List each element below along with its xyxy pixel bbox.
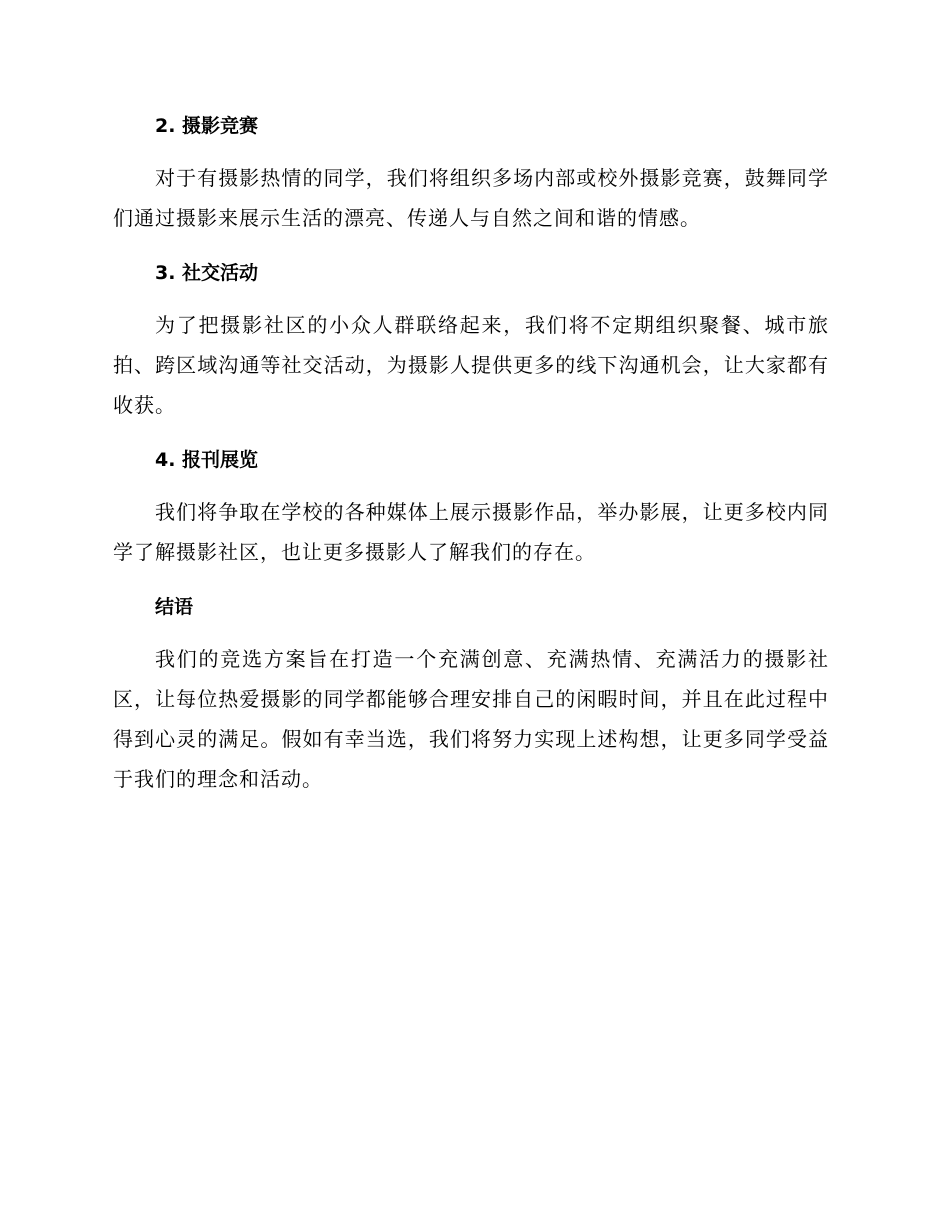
section-heading-publication-exhibition: 4. 报刊展览 — [155, 449, 259, 471]
section-paragraph-photo-contest: 对于有摄影热情的同学，我们将组织多场内部或校外摄影竞赛，鼓舞同学们通过摄影来展示生活的漂亮、传递人与自然之间和谐的情感。 — [113, 166, 829, 230]
section-heading-photo-contest: 2. 摄影竞赛 — [155, 115, 259, 137]
section-paragraph-social-activities: 为了把摄影社区的小众人群联络起来，我们将不定期组织聚餐、城市旅拍、跨区域沟通等社交活动，为摄影人提供更多的线下沟通机会，让大家都有收获。 — [113, 313, 829, 417]
section-paragraph-conclusion: 我们的竞选方案旨在打造一个充满创意、充满热情、充满活力的摄影社区，让每位热爱摄影的同学都能够合理安排自己的闲暇时间，并且在此过程中得到心灵的满足。假如有幸当选，我们将努力实现上述构想，让更多同学受益于我们的理念和活动。 — [113, 647, 829, 791]
section-paragraph-publication-exhibition: 我们将争取在学校的各种媒体上展示摄影作品，举办影展，让更多校内同学了解摄影社区，也让更多摄影人了解我们的存在。 — [113, 500, 829, 564]
document-body — [113, 106, 829, 814]
section-heading-social-activities: 3. 社交活动 — [155, 262, 259, 284]
section-heading-conclusion: 结语 — [155, 596, 194, 618]
